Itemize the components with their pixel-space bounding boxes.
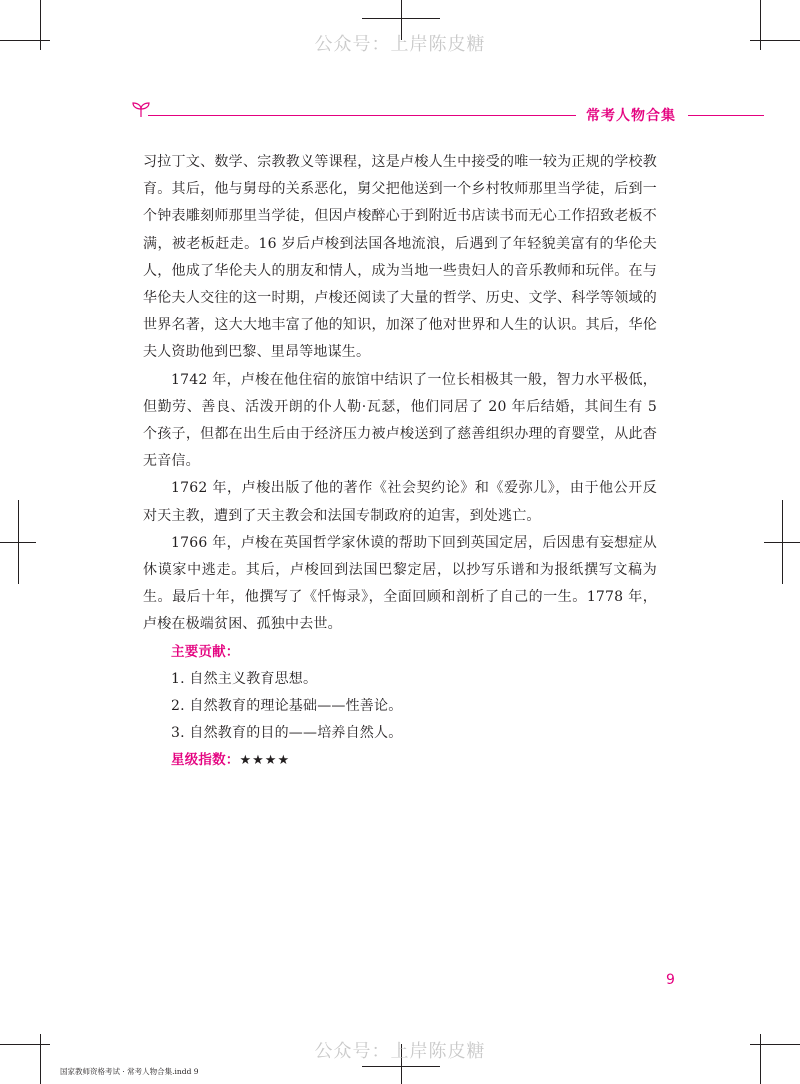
paragraph: 1766 年，卢梭在英国哲学家休谟的帮助下回到英国定居，后因患有妄想症从休谟家中逃走。其后，卢梭回到法国巴黎定居，以抄写乐谱和为报纸撰写文稿为生。最后十年，他撰写了《忏悔录》，全面回顾和剖析了自己的一生。1778 年，卢梭在极端贫困、孤独中去世。 — [143, 534, 657, 633]
contributions-heading: 主要贡献： — [171, 643, 240, 660]
paragraph: 1742 年，卢梭在他住宿的旅馆中结识了一位长相极其一般，智力水平极低，但勤劳、善良、活泼开朗的仆人勒·瓦瑟，他们同居了 20 年后结婚，其间生有 5 个孩子，但都在出生后由于经济压力被卢梭送到了慈善组织办理的育婴堂，从此杳无音信。 — [143, 371, 657, 470]
footer-file-info: 国家教师资格考试 · 常考人物合集.indd 9 — [60, 1067, 199, 1076]
crop-mark — [18, 500, 19, 584]
crop-mark — [362, 18, 440, 19]
page-number: 9 — [666, 972, 675, 988]
paragraph-continued: 习拉丁文、数学、宗教教义等课程，这是卢梭人生中接受的唯一较为正规的学校教育。其后，他与舅母的关系恶化，舅父把他送到一个乡村牧师那里当学徒，后到一个钟表雕刻师那里当学徒，但因卢梭醉心于到附近书店读书而无心工作招致老板不满，被老板赶走。16 岁后卢梭到法国各地流浪，后遇到了年轻貌美富有的华伦夫人，他成了华伦夫人的朋友和情人，成为当地一些贵妇人的音乐教师和玩伴。在与华伦夫人交往的这一时期，卢梭还阅读了大量的哲学、历史、文学、科学等领域的世界名著，这大大地丰富了他的知识，加深了他对世界和人生的认识。其后，华伦夫人资助他到巴黎、里昂等地谋生。 — [143, 154, 657, 361]
crop-mark — [362, 1066, 440, 1067]
header-rule-right — [688, 115, 764, 116]
page-body — [143, 149, 657, 775]
watermark-bottom: 公众号：上岸陈皮糖 — [314, 1041, 486, 1062]
star-rating-icon: ★★★★ — [239, 753, 291, 769]
paragraph: 1762 年，卢梭出版了他的著作《社会契约论》和《爱弥儿》，由于他公开反对天主教，遭到了天主教会和法国专制政府的迫害，到处逃亡。 — [143, 480, 657, 524]
watermark-top: 公众号：上岸陈皮糖 — [314, 34, 486, 55]
contribution-item: 1. 自然主义教育思想。 — [171, 670, 318, 687]
contribution-item: 3. 自然教育的目的——培养自然人。 — [171, 725, 403, 742]
contribution-item: 2. 自然教育的理论基础——性善论。 — [171, 698, 403, 715]
crop-mark — [782, 500, 783, 584]
rating-row — [143, 747, 657, 774]
running-header-title: 常考人物合集 — [586, 108, 676, 124]
rating-label: 星级指数： — [171, 752, 240, 769]
header-rule-left — [148, 115, 576, 116]
